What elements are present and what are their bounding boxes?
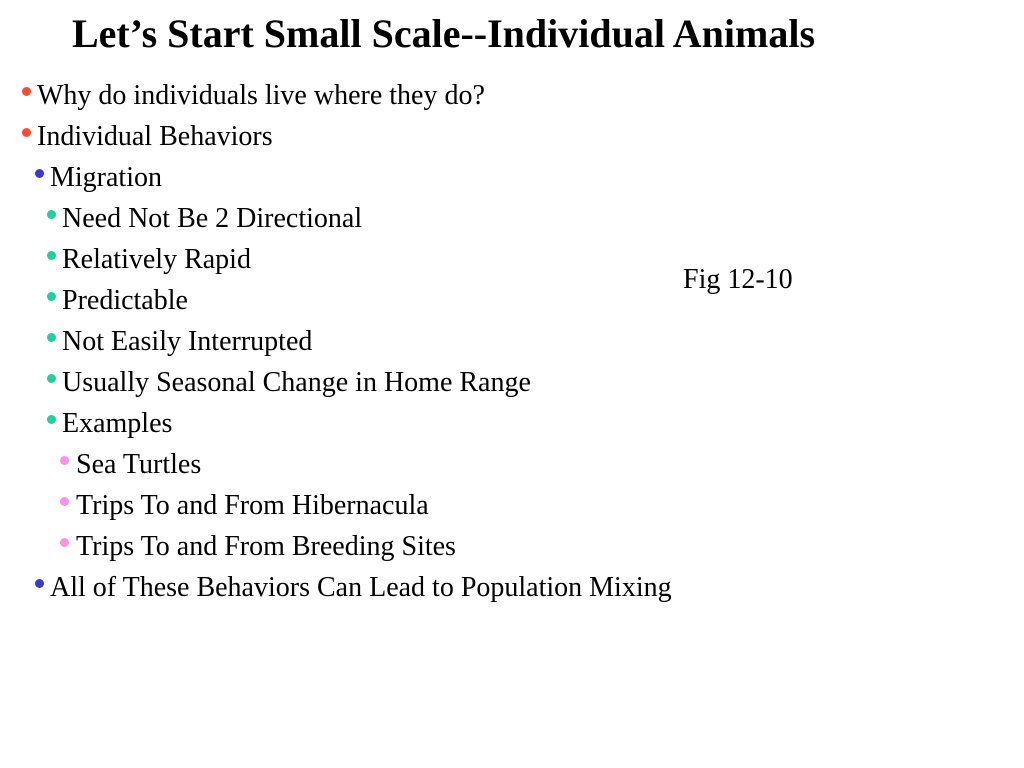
bullet-text: Examples bbox=[62, 408, 173, 439]
bullet-item bbox=[0, 240, 251, 280]
bullet-dot-icon bbox=[60, 538, 69, 547]
bullet-dot-icon bbox=[22, 128, 31, 137]
bullet-dot-icon bbox=[47, 251, 56, 260]
bullet-dot-icon bbox=[35, 579, 44, 588]
bullet-item bbox=[0, 527, 456, 567]
figure-label: Fig 12-10 bbox=[683, 264, 793, 295]
bullet-text: Not Easily Interrupted bbox=[62, 326, 313, 357]
bullet-text: Individual Behaviors bbox=[37, 121, 273, 152]
bullet-item bbox=[0, 158, 162, 198]
bullet-text: Trips To and From Breeding Sites bbox=[76, 531, 456, 562]
bullet-dot-icon bbox=[35, 169, 44, 178]
bullet-dot-icon bbox=[47, 415, 56, 424]
slide-title: Let’s Start Small Scale--Individual Animals bbox=[72, 11, 816, 56]
bullet-text: Why do individuals live where they do? bbox=[37, 80, 485, 111]
bullet-dot-icon bbox=[47, 210, 56, 219]
bullet-item bbox=[0, 117, 273, 157]
bullet-item bbox=[0, 445, 201, 485]
bullet-dot-icon bbox=[47, 333, 56, 342]
bullet-text: Predictable bbox=[62, 285, 188, 316]
bullet-dot-icon bbox=[60, 497, 69, 506]
bullet-text: Migration bbox=[50, 162, 162, 193]
bullet-text: All of These Behaviors Can Lead to Population Mixing bbox=[50, 572, 672, 603]
bullet-text: Need Not Be 2 Directional bbox=[62, 203, 363, 234]
bullet-item bbox=[0, 404, 172, 444]
bullet-text: Relatively Rapid bbox=[62, 244, 251, 275]
bullet-item bbox=[0, 568, 672, 608]
bullet-text: Trips To and From Hibernacula bbox=[76, 490, 429, 521]
bullet-dot-icon bbox=[22, 87, 31, 96]
bullet-item bbox=[0, 322, 312, 362]
bullet-item bbox=[0, 281, 188, 321]
bullet-dot-icon bbox=[60, 456, 69, 465]
bullet-item bbox=[0, 76, 485, 116]
bullet-text: Usually Seasonal Change in Home Range bbox=[62, 367, 531, 398]
bullet-item bbox=[0, 199, 362, 239]
bullet-dot-icon bbox=[47, 374, 56, 383]
bullet-item bbox=[0, 363, 531, 403]
bullet-dot-icon bbox=[47, 292, 56, 301]
bullet-text: Sea Turtles bbox=[76, 449, 202, 480]
bullet-item bbox=[0, 486, 429, 526]
